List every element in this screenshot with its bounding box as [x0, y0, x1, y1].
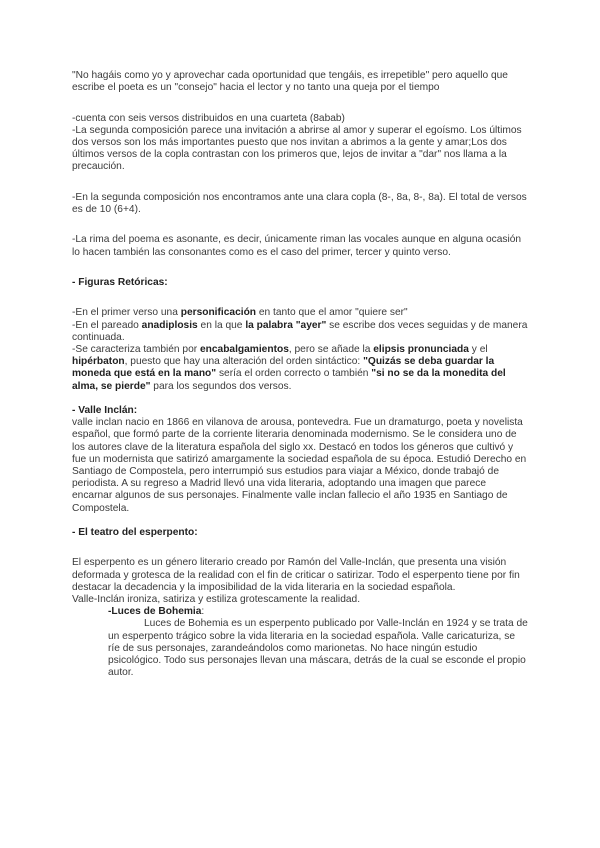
- esperpento-definition: El esperpento es un género literario creado por Ramón del Valle-Inclán, que presenta una visión deformada y grotesca de la realidad con el fin de criticar o satirizar. Todo el esperpento tiene por fin destacar la decadencia y la imposibilidad de la vida literaria en la sociedad española.: [72, 557, 520, 593]
- figura-anadiplosis: -En el pareado anadiplosis en la que la palabra "ayer" se escribe dos veces seguidas y de manera continuada.: [72, 319, 528, 343]
- analysis-line-quatrain: -cuenta con seis versos distribuidos en una cuarteta (8abab): [72, 112, 345, 124]
- figuras-heading: - Figuras Retóricas:: [72, 276, 168, 288]
- esperpento-heading: - El teatro del esperpento:: [72, 527, 198, 538]
- figura-personificacion: -En el primer verso una personificación en tanto que el amor "quiere ser": [72, 307, 408, 319]
- analysis-line-invitation: -La segunda composición parece una invitación a abrirse al amor y superar el egoísmo. Los últimos dos versos son los más importantes puesto que nos invitan a abrimos a la gente y amar;Los dos últimos versos de la copla contrastan con los primeros que, lejos de invitar a "dar" nos llama a la: [72, 124, 522, 161]
- analysis-line-rima: -La rima del poema es asonante, es decir, únicamente riman las vocales aunque en alguna ocasión lo hacen también las consonantes como es el caso del primer, tercer y quinto verso.: [72, 234, 522, 258]
- analysis-line-precaution: precaución.: [72, 161, 125, 173]
- intro-paragraph: "No hagáis como yo y aprovechar cada oportunidad que tengáis, es irrepetible" pero aquello que escribe el poeta es un "consejo" hacia el lector y no tanto una queja por el tiempo: [72, 70, 508, 94]
- esperpento-summary: Valle-Inclán ironiza, satiriza y estiliza grotescamente la realidad.: [72, 594, 361, 605]
- luces-section: [72, 606, 528, 679]
- valle-biography: valle inclan nacio en 1866 en vilanova de arousa, pontevedra. Fue un dramaturgo, poeta y novelista español, que formó parte de la corriente literaria denominada modernismo. Se le considera uno de los autores clave de la literatura española del siglo xx. Destacó en todos los géneros que cultivó y fue un modernista que satirizó amargamente la sociedad española de su época. Estudió Derecho en Santiago de Compostela, pero interrumpió sus estudios para viajar a México, donde trabajó de periodista. A su regreso a Madrid llevó una vida literaria, adoptando una imagen que parece encarnar algunos de sus personajes. Finalmente valle inclan fallecio el año 1935 en Santiago de Compostela.: [72, 417, 527, 514]
- luces-heading: -Luces de Bohemia:: [108, 606, 205, 618]
- luces-description: Luces de Bohemia es un esperpento publicado por Valle-Inclán en 1924 y se trata de un esperpento trágico sobre la vida literaria en la sociedad española. Valle caricaturiza, se ríe de sus personajes, zarandeándolos como marionetas. No hace ningún estudio psicológico. Todo sus personajes llevan una máscara, detrás de la cual se esconde el propio autor.: [108, 618, 528, 679]
- valle-heading: - Valle Inclán:: [72, 404, 138, 416]
- figura-encabalgamientos: -Se caracteriza también por encabalgamientos, pero se añade la elipsis pronunciada y el hipérbaton, puesto que hay una alteración del orden sintáctico: "Quizás se deba guardar la moneda que está en la mano" sería el orden correcto o también "si no se da la monedita del alma, se pierde" para los segundos dos versos.: [72, 343, 506, 392]
- analysis-line-copla: -En la segunda composición nos encontramos ante una clara copla (8-, 8a, 8-, 8a). El total de versos es de 10 (6+4).: [72, 191, 527, 215]
